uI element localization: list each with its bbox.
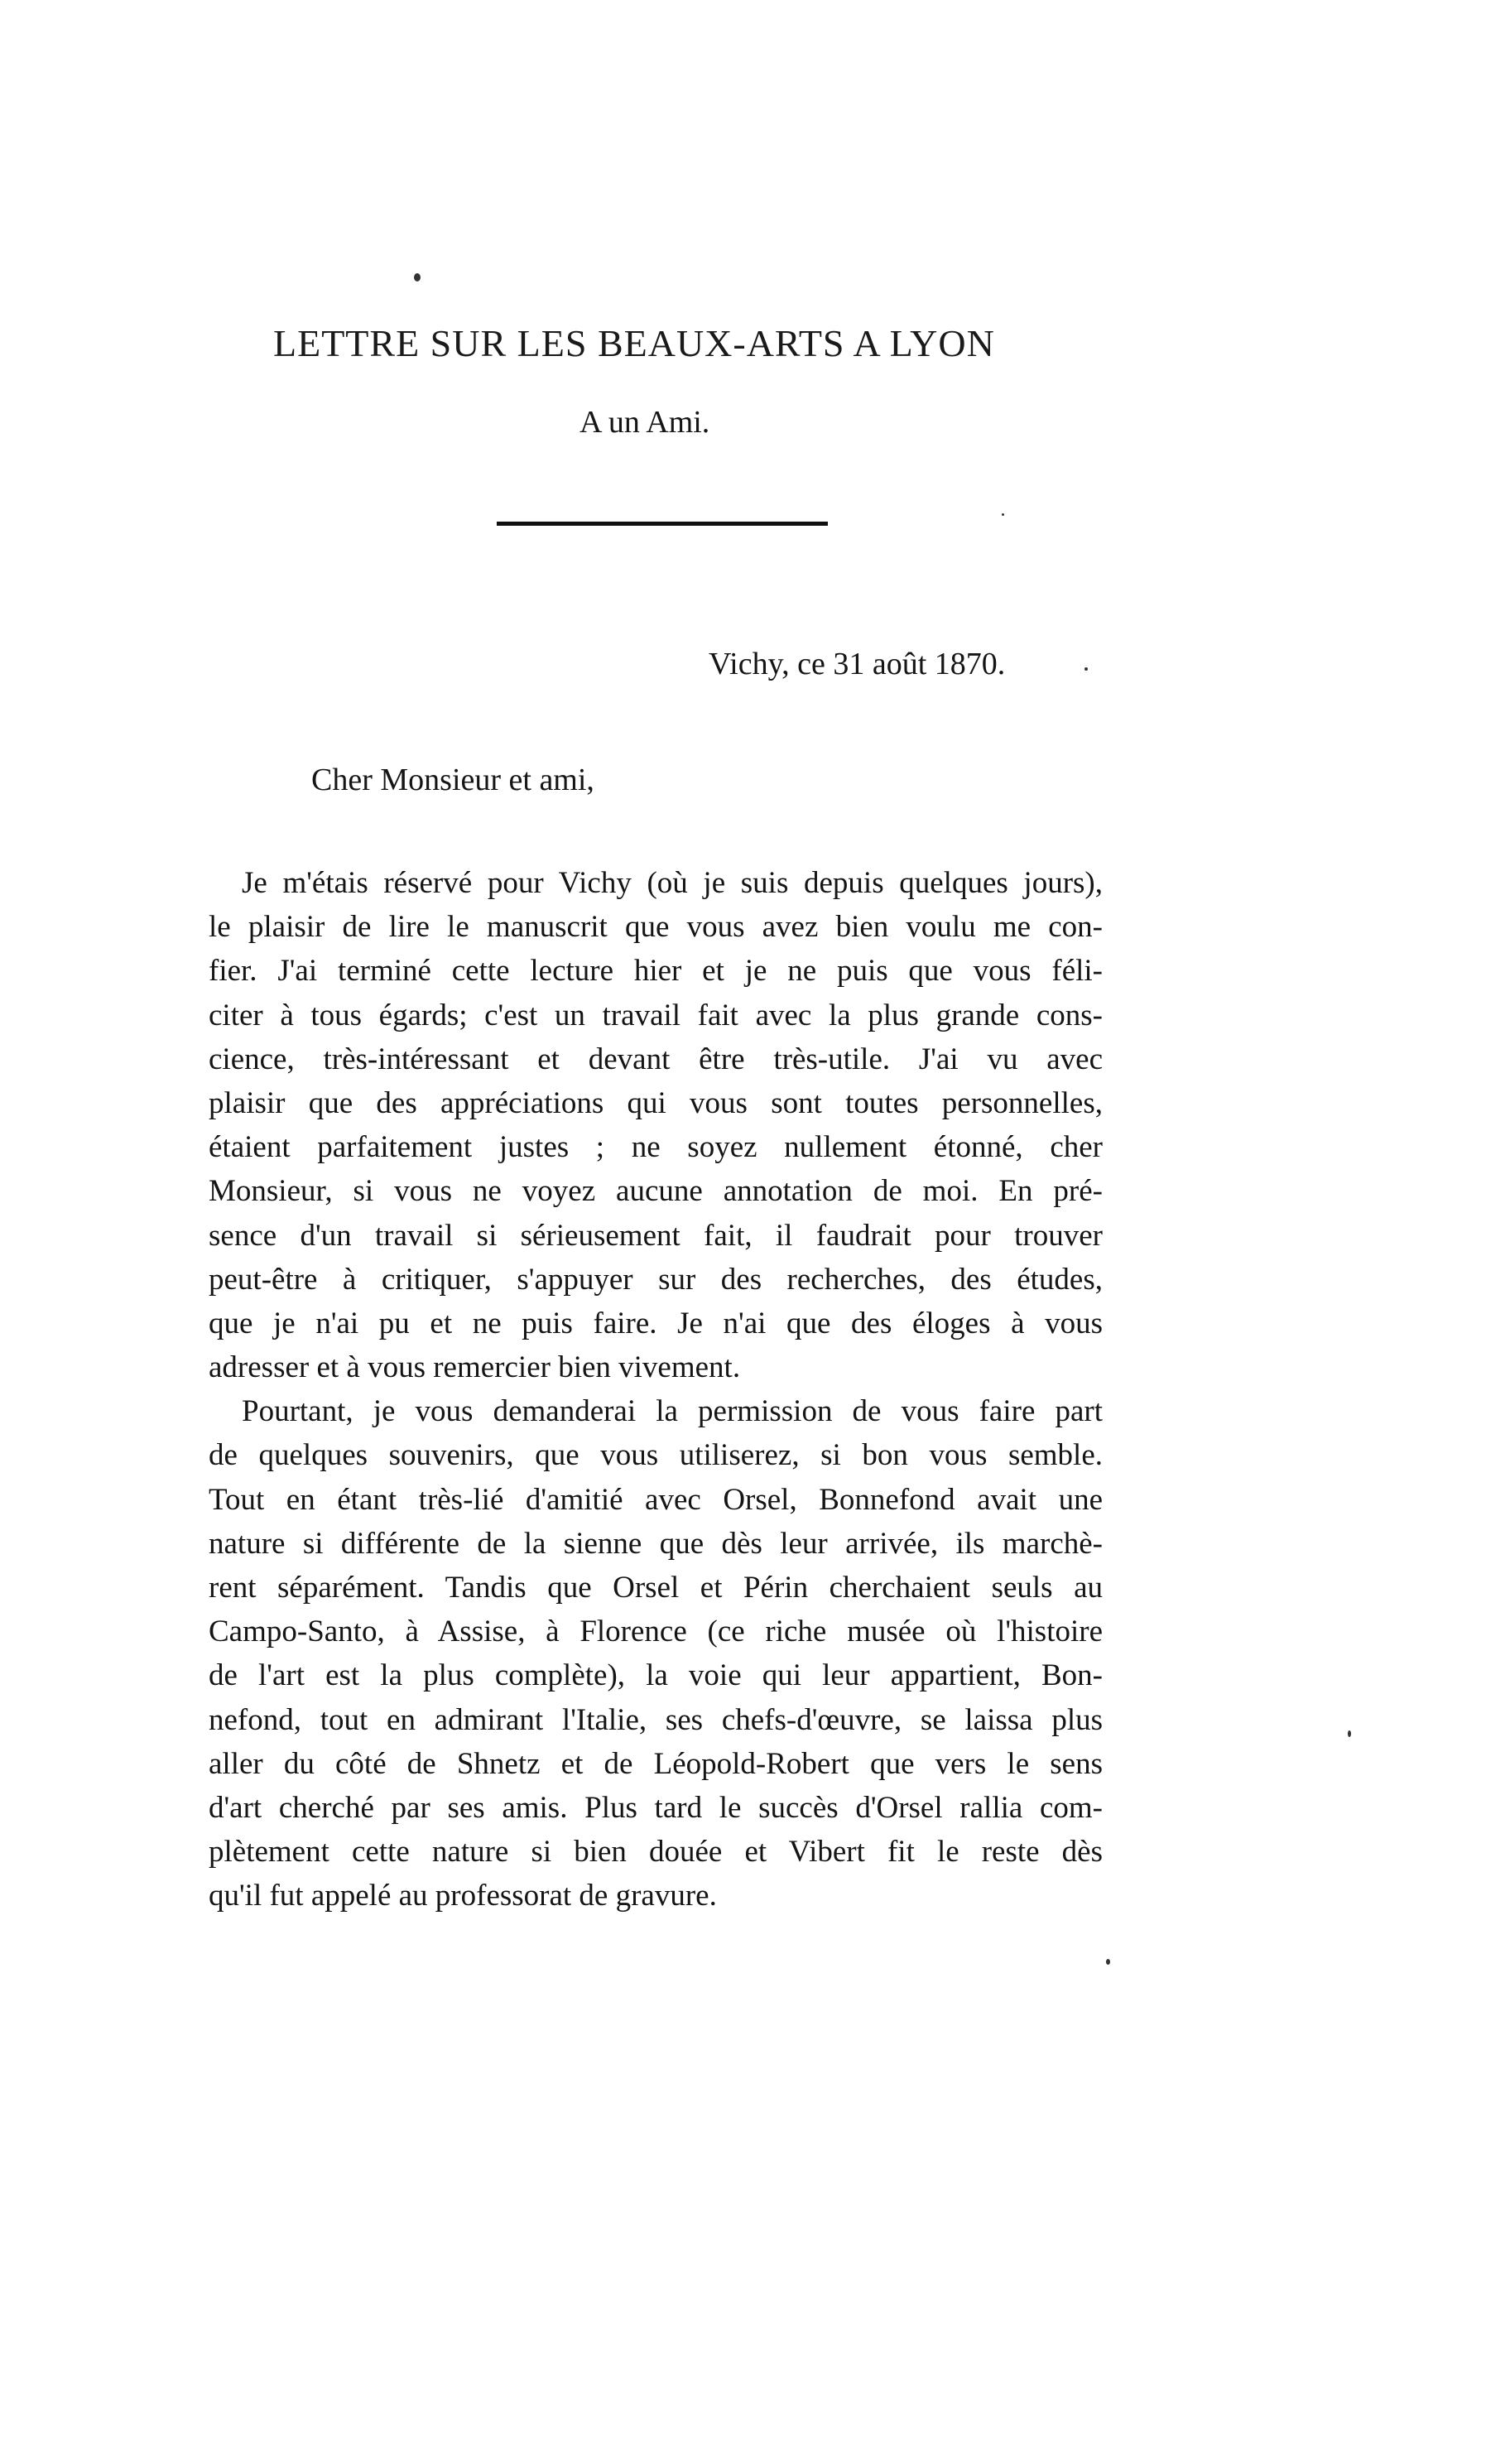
- body-line: le plaisir de lire le manuscrit que vous avez bien voulu me con-: [209, 910, 1103, 945]
- body-line: rent séparément. Tandis que Orsel et Périn cherchaient seuls au: [209, 1571, 1103, 1605]
- body-line: peut-être à critiquer, s'appuyer sur des recherches, des études,: [209, 1262, 1103, 1297]
- body-line: Monsieur, si vous ne voyez aucune annotation de moi. En pré-: [209, 1174, 1103, 1209]
- body-line: de l'art est la plus complète), la voie qui leur appartient, Bon-: [209, 1658, 1103, 1693]
- body-line: nature si différente de la sienne que dès leur arrivée, ils marchè-: [209, 1526, 1103, 1561]
- scan-speck: [1106, 1959, 1110, 1965]
- scan-speck: [414, 273, 421, 282]
- body-line: qu'il fut appelé au professorat de gravure.: [209, 1879, 717, 1913]
- body-line: de quelques souvenirs, que vous utiliserez, si bon vous semble.: [209, 1438, 1103, 1473]
- body-line: Campo-Santo, à Assise, à Florence (ce riche musée où l'histoire: [209, 1615, 1103, 1649]
- body-line: Pourtant, je vous demanderai la permission de vous faire part: [242, 1394, 1103, 1429]
- letter-date: Vichy, ce 31 août 1870.: [709, 647, 1006, 681]
- scan-speck: [1348, 1730, 1351, 1737]
- body-line: sence d'un travail si sérieusement fait, il faudrait pour trouver: [209, 1218, 1103, 1253]
- body-line: plaisir que des appréciations qui vous sont toutes personnelles,: [209, 1085, 1103, 1120]
- body-line: citer à tous égards; c'est un travail fait avec la plus grande cons-: [209, 998, 1103, 1032]
- body-line: cience, très-intéressant et devant être très-utile. J'ai vu avec: [209, 1042, 1103, 1076]
- body-line: fier. J'ai terminé cette lecture hier et je ne puis que vous féli-: [209, 954, 1103, 989]
- page-title: LETTRE SUR LES BEAUX-ARTS A LYON: [273, 322, 995, 364]
- body-line: nefond, tout en admirant l'Italie, ses chefs-d'œuvre, se laissa plus: [209, 1702, 1103, 1737]
- scan-speck: [1002, 513, 1004, 516]
- body-line: aller du côté de Shnetz et de Léopold-Robert que vers le sens: [209, 1746, 1103, 1781]
- scan-speck: [1084, 667, 1088, 671]
- letter-body: [209, 861, 1103, 1918]
- title-divider: [497, 522, 828, 526]
- body-line: que je n'ai pu et ne puis faire. Je n'ai que des éloges à vous: [209, 1306, 1103, 1340]
- body-line: Tout en étant très-lié d'amitié avec Orsel, Bonnefond avait une: [209, 1482, 1103, 1517]
- body-line: Je m'étais réservé pour Vichy (où je suis depuis quelques jours),: [242, 866, 1103, 900]
- body-line: plètement cette nature si bien douée et Vibert fit le reste dès: [209, 1835, 1103, 1870]
- letter-salutation: Cher Monsieur et ami,: [311, 763, 594, 797]
- body-line: d'art cherché par ses amis. Plus tard le succès d'Orsel rallia com-: [209, 1790, 1103, 1825]
- body-line: étaient parfaitement justes ; ne soyez nullement étonné, cher: [209, 1130, 1103, 1165]
- body-line: adresser et à vous remercier bien vivement.: [209, 1350, 741, 1385]
- page-subtitle: A un Ami.: [579, 405, 710, 440]
